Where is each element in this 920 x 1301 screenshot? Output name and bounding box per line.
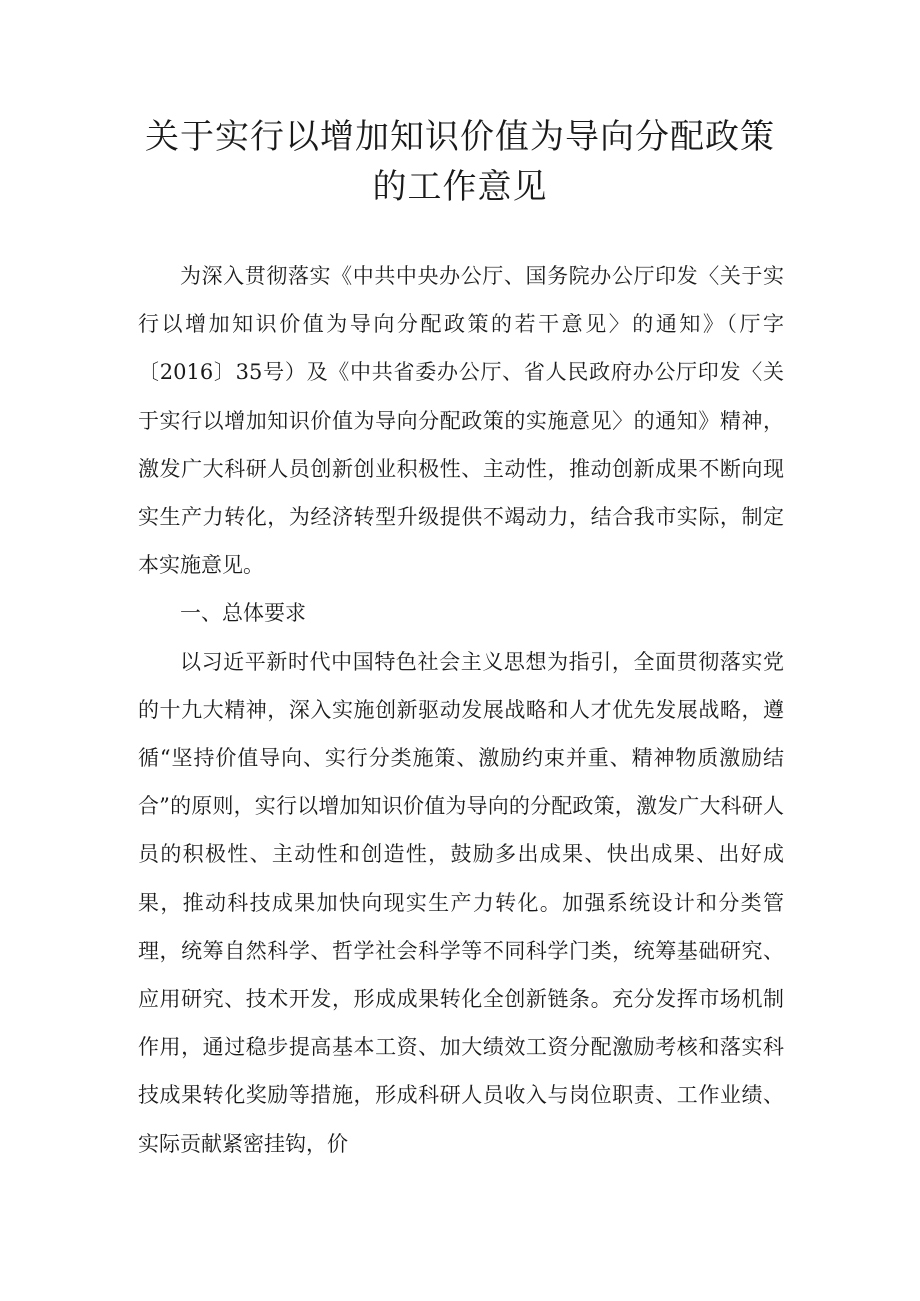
title-line-2: 的工作意见 (372, 167, 548, 207)
document-body (138, 252, 784, 1168)
section-heading-general-requirements: 一、总体要求 (180, 601, 306, 626)
title-line-1: 关于实行以增加知识价值为导向分配政策 (145, 117, 775, 157)
general-requirements-paragraph: 以习近平新时代中国特色社会主义思想为指引，全面贯彻落实党的十九大精神，深入实施创新驱动发展战略和人才优先发展战略，遵循“坚持价值导向、实行分类施策、激励约束并重、精神物质激励结合”的原则，实行以增加知识价值为导向的分配政策，激发广大科研人员的积极性、主动性和创造性，鼓励多出成果、快出成果、出好成果，推动科技成果加快向现实生产力转化。加强系统设计和分类管理，统筹自然科学、哲学社会科学等不同科学门类，统筹基础研究、应用研究、技术开发，形成成果转化全创新链条。充分发挥市场机制作用，通过稳步提高基本工资、加大绩效工资分配激励考核和落实科技成果转化奖励等措施，形成科研人员收入与岗位职责、工作业绩、实际贡献紧密挂钩，价 (138, 649, 784, 1156)
document-title (100, 112, 820, 212)
intro-paragraph: 为深入贯彻落实《中共中央办公厅、国务院办公厅印发〈关于实行以增加知识价值为导向分配政策的若干意见〉的通知》（厅字〔2016〕35号）及《中共省委办公厅、省人民政府办公厅印发〈关于实行以增加知识价值为导向分配政策的实施意见〉的通知》精神，激发广大科研人员创新创业积极性、主动性，推动创新成果不断向现实生产力转化，为经济转型升级提供不竭动力，结合我市实际，制定本实施意见。 (138, 264, 784, 578)
